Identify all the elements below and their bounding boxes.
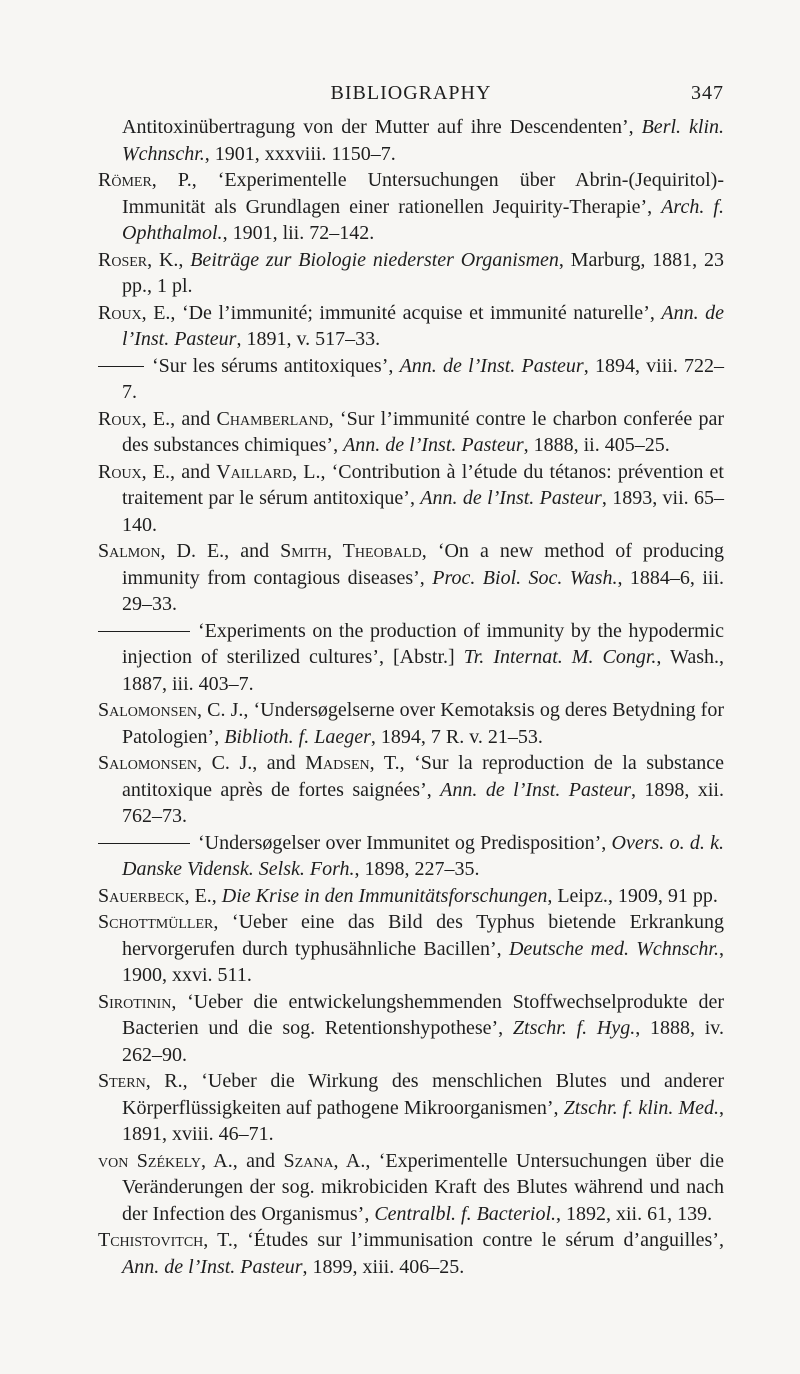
entry-journal: Deutsche med. Wchnschr.	[508, 937, 719, 960]
entry-text: , C. J., and	[197, 752, 306, 774]
page-header	[98, 82, 724, 112]
entry-journal: Ann. de l’Inst. Pasteur	[122, 1255, 303, 1278]
bibliography-entry	[98, 167, 724, 247]
bibliography-list	[98, 114, 724, 1280]
entry-title: , A., ‘Experimentelle Untersuchungen über die Veränderungen der sog. mikrobiciden Kraft des Blutes während und nach der Infection des Organismus’,	[122, 1149, 725, 1225]
entry-journal: Ztschr. f. Hyg.	[512, 1017, 636, 1039]
entry-title: , ‘On a new method of producing immunity from contagious diseases’,	[122, 540, 725, 589]
entry-title: , L., ‘Contribution à l’étude du tétanos: prévention et traitement par le sérum antitoxique’,	[122, 460, 724, 509]
entry-citation: , Wash., 1887, iii. 403–7.	[122, 646, 724, 695]
running-head: BIBLIOGRAPHY	[330, 82, 492, 104]
entry-journal: Berl. klin. Wchnschr.	[122, 116, 724, 165]
entry-citation: , 1898, 227–35.	[354, 858, 480, 880]
entry-author: Sauerbeck	[98, 884, 185, 907]
entry-text: , P., ‘Experimentelle Untersuchungen über Abrin-(Jequiritol)-Immunität als Grundlagen einer rationellen Jequirity-Therapie’,	[122, 169, 724, 218]
entry-journal: Centralbl. f. Bacteriol.	[374, 1202, 556, 1225]
bibliography-entry	[98, 830, 724, 883]
entry-author: von Székely	[98, 1149, 201, 1172]
entry-text: , R., ‘Ueber die Wirkung des menschlichen Blutes und anderer Körperflüssigkeiten auf pathogene Mikroorganismen’,	[122, 1070, 724, 1119]
entry-author: Roux	[98, 407, 142, 430]
entry-journal: Arch. f. Ophthalmol.	[122, 195, 724, 244]
bibliography-entry	[98, 406, 724, 459]
page-number: 347	[691, 82, 724, 104]
entry-citation: , Marburg, 1881, 23 pp., 1 pl.	[122, 248, 724, 297]
bibliography-entry	[98, 989, 724, 1069]
entry-text: , C. J., ‘Undersøgelserne over Kemotaksis og deres Betydning for Patologien’,	[122, 699, 724, 748]
bibliography-entry	[98, 618, 724, 698]
bibliography-entry	[98, 353, 724, 406]
entry-author: Salomonsen	[98, 752, 198, 774]
entry-author: Sirotinin	[98, 990, 172, 1013]
entry-text: , A., and	[200, 1149, 284, 1172]
entry-text: , ‘Ueber eine das Bild des Typhus bietende Erkrankung hervorgerufen durch typhusähnliche Bacillen’,	[122, 911, 724, 960]
entry-journal: Ann. de l’Inst. Pasteur	[343, 434, 524, 456]
entry-text: , E.,	[184, 884, 222, 907]
entry-author: Roux	[98, 301, 142, 324]
entry-journal: Tr. Internat. M. Congr.	[463, 646, 657, 668]
entry-text: , K.,	[147, 248, 191, 271]
entry-title: , ‘Sur l’immunité contre le charbon conferée par des substances chimiques’,	[122, 407, 724, 456]
entry-citation: , 1894, viii. 722–7.	[122, 354, 725, 403]
entry-journal: Overs. o. d. k. Danske Vidensk. Selsk. Forh.	[122, 831, 724, 880]
bibliography-entry	[98, 697, 724, 750]
entry-text: ‘Experiments on the production of immunity by the hypodermic injection of sterilized cultures’, [Abstr.]	[122, 619, 724, 668]
entry-journal: Beiträge zur Biologie niederster Organismen	[190, 248, 559, 271]
entry-author: Roux	[98, 460, 142, 483]
entry-citation: , 1893, vii. 65–140.	[122, 487, 724, 536]
entry-citation: , 1900, xxvi. 511.	[122, 937, 724, 986]
bibliography-entry	[98, 300, 724, 353]
entry-text: , E., and	[141, 460, 217, 483]
bibliography-entry	[98, 247, 724, 300]
entry-text: , E., and	[141, 407, 217, 430]
entry-coauthor: Chamberland	[216, 407, 329, 430]
entry-citation: , 1901, lii. 72–142.	[222, 222, 375, 244]
entry-author: Tchistovitch	[98, 1229, 204, 1251]
bibliography-entry	[98, 909, 724, 989]
entry-journal: Ann. de l’Inst. Pasteur	[122, 301, 724, 350]
entry-author: Roser	[98, 248, 148, 271]
entry-title: , T., ‘Sur la reproduction de la substance antitoxique après de fortes saignées’,	[122, 752, 725, 801]
entry-coauthor: Szana	[283, 1149, 334, 1172]
entry-citation: , 1898, xii. 762–73.	[122, 778, 724, 827]
entry-author: Salmon	[98, 540, 161, 562]
entry-journal: Die Krise in den Immunitätsforschungen	[221, 884, 548, 907]
entry-journal: Ann. de l’Inst. Pasteur	[399, 354, 584, 377]
entry-citation: , 1901, xxxviii. 1150–7.	[204, 142, 396, 165]
entry-text: ‘Undersøgelser over Immunitet og Predisposition’,	[198, 831, 612, 854]
entry-text: , ‘Ueber die entwickelungshemmenden Stoffwechselprodukte der Bacterien und die sog. Retentionshypothese’,	[122, 990, 724, 1039]
entry-text: Antitoxinübertragung von der Mutter auf ihre Descendenten’,	[122, 116, 642, 138]
entry-text: , E., ‘De l’immunité; immunité acquise et immunité naturelle’,	[141, 301, 662, 324]
entry-journal: Ann. de l’Inst. Pasteur	[440, 778, 631, 801]
entry-coauthor: Smith, Theobald	[280, 540, 422, 562]
entry-journal: Ann. de l’Inst. Pasteur	[420, 487, 602, 509]
entry-author: Salomonsen	[98, 699, 198, 721]
entry-author: Stern	[98, 1070, 146, 1092]
entry-journal: Proc. Biol. Soc. Wash.	[432, 566, 618, 589]
bibliography-entry	[98, 1068, 724, 1148]
entry-citation: , 1891, v. 517–33.	[236, 328, 381, 350]
entry-citation: , 1894, 7 R. v. 21–53.	[370, 725, 543, 748]
entry-text: ‘Sur les sérums antitoxiques’,	[152, 354, 400, 377]
entry-journal: Ztschr. f. klin. Med.	[563, 1096, 719, 1119]
entry-author: Römer	[98, 169, 152, 191]
entry-citation: , 1884–6, iii. 29–33.	[122, 566, 725, 615]
bibliography-entry	[98, 114, 724, 167]
entry-citation: , 1888, ii. 405–25.	[523, 434, 670, 456]
entry-citation: , 1891, xviii. 46–71.	[122, 1096, 724, 1145]
bibliography-entry	[98, 459, 724, 539]
entry-journal: Biblioth. f. Laeger	[224, 725, 371, 748]
entry-text: , D. E., and	[160, 540, 281, 562]
bibliography-entry	[98, 1148, 724, 1228]
ditto-dash	[98, 366, 144, 367]
entry-citation: , 1888, iv. 262–90.	[122, 1017, 724, 1066]
bibliography-entry	[98, 750, 724, 830]
entry-citation: , Leipz., 1909, 91 pp.	[547, 884, 718, 907]
entry-text: , T., ‘Études sur l’immunisation contre le sérum d’anguilles’,	[203, 1229, 724, 1251]
ditto-dash	[98, 631, 190, 632]
bibliography-entry	[98, 1227, 724, 1280]
entry-author: Schottmüller	[98, 911, 214, 933]
entry-citation: , 1892, xii. 61, 139.	[556, 1202, 713, 1225]
entry-citation: , 1899, xiii. 406–25.	[302, 1255, 465, 1278]
ditto-dash	[98, 843, 190, 844]
bibliography-entry	[98, 883, 724, 910]
bibliography-entry	[98, 538, 724, 618]
entry-coauthor: Vaillard	[216, 460, 293, 483]
entry-coauthor: Madsen	[305, 752, 370, 774]
